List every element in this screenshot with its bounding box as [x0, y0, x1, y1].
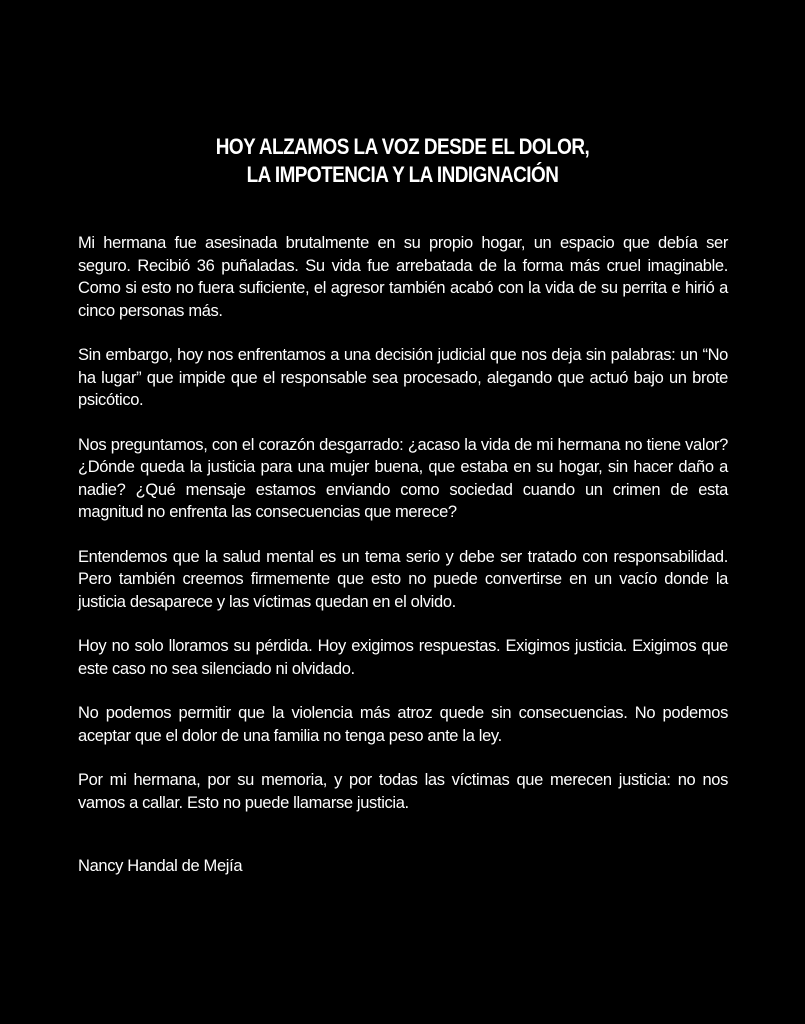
paragraph-3: Nos preguntamos, con el corazón desgarrado: ¿acaso la vida de mi hermana no tiene valor? ¿Dónde queda la justicia para una mujer buena, que estaba en su hogar, sin hacer daño a nadie? ¿Qué mensaje estamos enviando como sociedad cuando un crimen de esta magnitud no enfrenta las consecuencias que merece? [78, 435, 728, 521]
paragraph-7: Por mi hermana, por su memoria, y por todas las víctimas que merecen justicia: no nos vamos a callar. Esto no puede llamarse justicia. [78, 771, 728, 812]
paragraph-6: No podemos permitir que la violencia más atroz quede sin consecuencias. No podemos aceptar que el dolor de una familia no tenga peso ante la ley. [78, 704, 728, 745]
paragraph-2: Sin embargo, hoy nos enfrentamos a una decisión judicial que nos deja sin palabras: un “No ha lugar” que impide que el responsable sea procesado, alegando que actuó bajo un brote psicótico. [78, 346, 728, 409]
statement-title [56, 133, 748, 189]
paragraph-1: Mi hermana fue asesinada brutalmente en su propio hogar, un espacio que debía ser seguro. Recibió 36 puñaladas. Su vida fue arrebatada de la forma más cruel imaginable. Como si esto no fuera suficiente, el agresor también acabó con la vida de su perrita e hirió a cinco personas más. [78, 234, 728, 320]
paragraph-4: Entendemos que la salud mental es un tema serio y debe ser tratado con responsabilidad. Pero también creemos firmemente que esto no puede convertirse en un vacío donde la justicia desaparece y las víctimas quedan en el olvido. [78, 547, 728, 611]
title-line-2: LA IMPOTENCIA Y LA INDIGNACIÓN [246, 162, 559, 187]
title-line-1: HOY ALZAMOS LA VOZ DESDE EL DOLOR, [215, 134, 590, 159]
signature: Nancy Handal de Mejía [78, 857, 243, 875]
paragraph-5: Hoy no solo lloramos su pérdida. Hoy exigimos respuestas. Exigimos justicia. Exigimos que este caso no sea silenciado ni olvidado. [78, 637, 728, 678]
statement-body [78, 232, 728, 814]
